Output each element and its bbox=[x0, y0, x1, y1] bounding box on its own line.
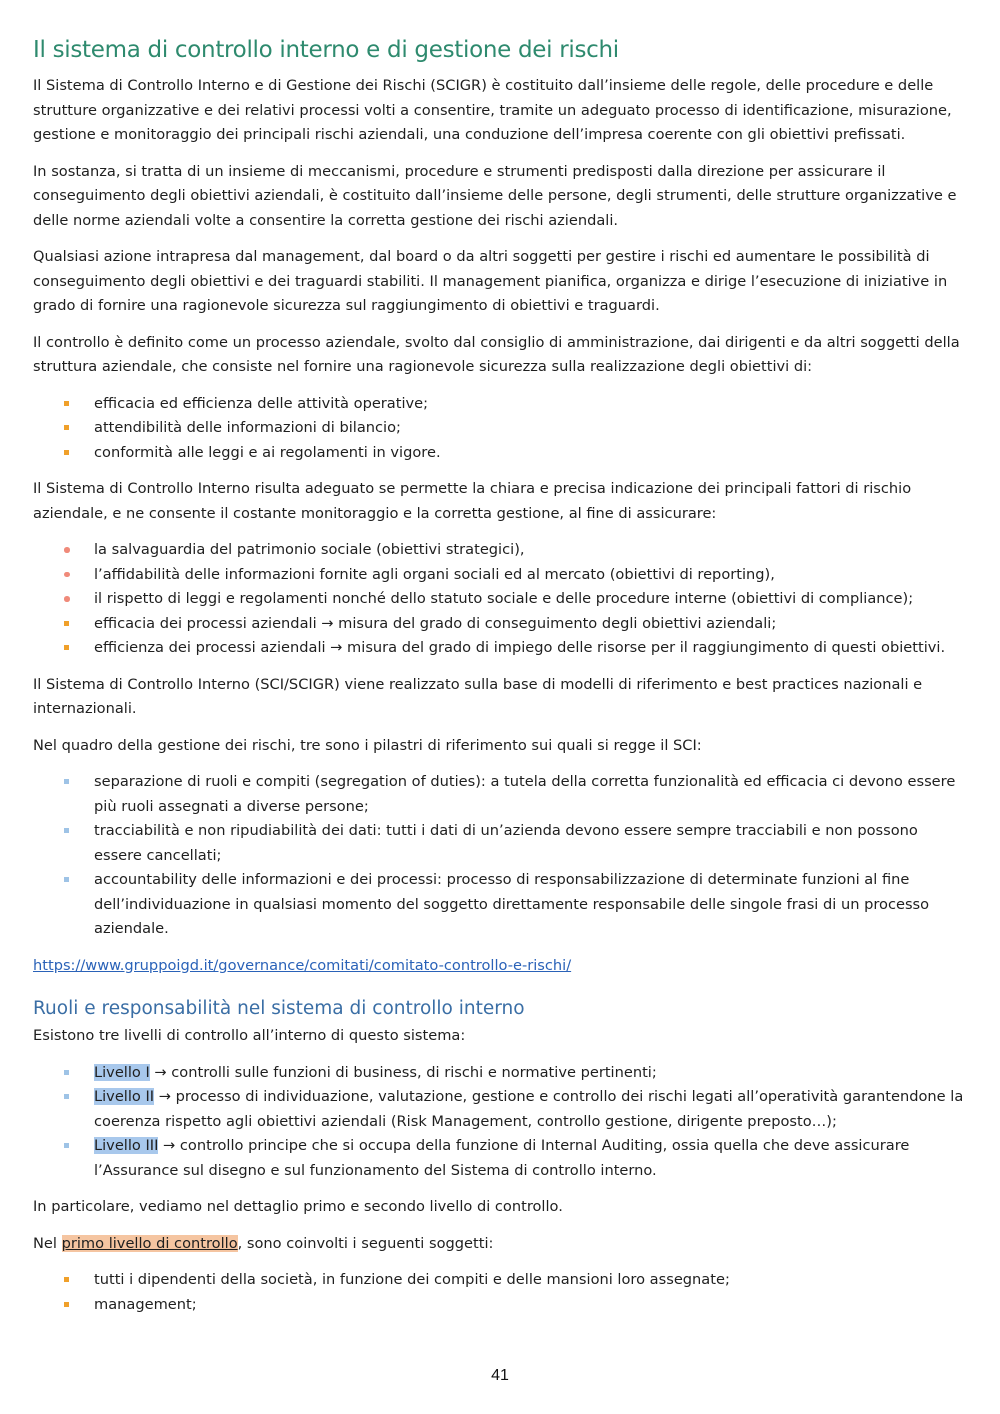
square-bullet-icon bbox=[64, 877, 69, 882]
section-title: Il sistema di controllo interno e di gestione dei rischi bbox=[33, 37, 619, 63]
dot-bullet-icon bbox=[64, 596, 70, 602]
objectives-list bbox=[33, 392, 970, 466]
square-bullet-icon bbox=[64, 1302, 69, 1307]
square-bullet-icon bbox=[64, 1094, 69, 1099]
paragraph-control-definition: Il controllo è definito come un processo aziendale, svolto dal consiglio di amministrazione, dai dirigenti e da altri soggetti della struttura aziendale, che consiste nel fornire una ragionevole sicurezza sulla realizzazione degli obiettivi di: bbox=[33, 333, 960, 375]
paragraph-management-action: Qualsiasi azione intrapresa dal management, dal board o da altri soggetti per gestire i rischi ed aumentare le possibilità di conseguimento degli obiettivi e dei traguardi stabiliti. Il management pianifica, organizza e dirige l’esecuzione di iniziative in grado di fornire una ragionevole sicurezza sul raggiungimento di obiettivi e traguardi. bbox=[33, 248, 948, 314]
list-item: la salvaguardia del patrimonio sociale (obiettivi strategici), bbox=[33, 538, 970, 563]
pillars-list bbox=[33, 770, 970, 942]
paragraph-pillars-intro: Nel quadro della gestione dei rischi, tre sono i pilastri di riferimento sui quali si regge il SCI: bbox=[33, 736, 702, 754]
highlighted-term: primo livello di controllo bbox=[61, 1234, 238, 1252]
paragraph-sci-models: Il Sistema di Controllo Interno (SCI/SCIGR) viene realizzato sulla base di modelli di riferimento e best practices nazionali e internazionali. bbox=[33, 675, 923, 717]
page-number: 41 bbox=[491, 1367, 509, 1384]
list-item: conformità alle leggi e ai regolamenti in vigore. bbox=[33, 441, 970, 466]
square-bullet-icon bbox=[64, 828, 69, 833]
list-item: l’affidabilità delle informazioni fornite agli organi sociali ed al mercato (obiettivi di reporting), bbox=[33, 563, 970, 588]
square-bullet-icon bbox=[64, 425, 69, 430]
list-item: attendibilità delle informazioni di bilancio; bbox=[33, 416, 970, 441]
list-item: Livello III → controllo principe che si occupa della funzione di Internal Auditing, ossia quella che deve assicurare l’Assurance sul disegno e sul funzionamento del Sistema di controllo interno. bbox=[33, 1134, 970, 1183]
square-bullet-icon bbox=[64, 779, 69, 784]
document-page bbox=[33, 34, 970, 1329]
list-item: tracciabilità e non ripudiabilità dei dati: tutti i dati di un’azienda devono essere sempre tracciabili e non possono essere cancellati; bbox=[33, 819, 970, 868]
levels-list bbox=[33, 1061, 970, 1184]
list-item: Livello II → processo di individuazione, valutazione, gestione e controllo dei rischi legati all’operatività garantendone la coerenza rispetto agli obiettivi aziendali (Risk Management, controllo gestione, dirigente preposto…); bbox=[33, 1085, 970, 1134]
square-bullet-icon bbox=[64, 621, 69, 626]
first-level-subjects-list bbox=[33, 1268, 970, 1317]
dot-bullet-icon bbox=[64, 547, 70, 553]
list-item: management; bbox=[33, 1293, 970, 1318]
paragraph-sci-adequacy: Il Sistema di Controllo Interno risulta adeguato se permette la chiara e precisa indicazione dei principali fattori di rischio aziendale, e ne consente il costante monitoraggio e la corretta gestione, al fine di assicurare: bbox=[33, 480, 912, 522]
paragraph-levels-intro: Esistono tre livelli di controllo all’interno di questo sistema: bbox=[33, 1027, 466, 1044]
level-label: Livello I bbox=[94, 1063, 150, 1081]
square-bullet-icon bbox=[64, 450, 69, 455]
list-item: efficacia dei processi aziendali → misura del grado di conseguimento degli obiettivi aziendali; bbox=[33, 612, 970, 637]
paragraph-substance: In sostanza, si tratta di un insieme di meccanismi, procedure e strumenti predisposti dalla direzione per assicurare il conseguimento degli obiettivi aziendali, è costituito dall’insieme delle persone, degli strumenti, delle strutture organizzative e delle norme aziendali volte a consentire la corretta gestione dei rischi aziendali. bbox=[33, 162, 957, 229]
list-item: il rispetto di leggi e regolamenti nonché dello statuto sociale e delle procedure interne (obiettivi di compliance); bbox=[33, 587, 970, 612]
level-label: Livello III bbox=[94, 1137, 159, 1154]
square-bullet-icon bbox=[64, 401, 69, 406]
dot-bullet-icon bbox=[64, 572, 70, 578]
square-bullet-icon bbox=[64, 645, 69, 650]
square-bullet-icon bbox=[64, 1070, 69, 1075]
list-item: accountability delle informazioni e dei processi: processo di responsabilizzazione di determinate funzioni al fine dell’individuazione in qualsiasi momento del soggetto direttamente responsabile delle singole frasi di un processo aziendale. bbox=[33, 868, 970, 942]
level-label: Livello II bbox=[94, 1088, 155, 1105]
assurance-list bbox=[33, 538, 970, 661]
list-item: efficienza dei processi aziendali → misura del grado di impiego delle risorse per il raggiungimento di questi obiettivi. bbox=[33, 636, 970, 661]
governance-link[interactable]: https://www.gruppoigd.it/governance/comitati/comitato-controllo-e-rischi/ bbox=[33, 956, 572, 974]
list-item: separazione di ruoli e compiti (segregation of duties): a tutela della corretta funzionalità ed efficacia ci devono essere più ruoli assegnati a diverse persone; bbox=[33, 770, 970, 819]
list-item: efficacia ed efficienza delle attività operative; bbox=[33, 392, 970, 417]
list-item: tutti i dipendenti della società, in funzione dei compiti e delle mansioni loro assegnate; bbox=[33, 1268, 970, 1293]
subsection-title: Ruoli e responsabilità nel sistema di controllo interno bbox=[33, 998, 525, 1019]
paragraph-first-level: Nel primo livello di controllo, sono coinvolti i seguenti soggetti: bbox=[33, 1234, 494, 1252]
link-paragraph bbox=[33, 954, 970, 979]
list-item: Livello I → controlli sulle funzioni di business, di rischi e normative pertinenti; bbox=[33, 1061, 970, 1086]
paragraph-detail: In particolare, vediamo nel dettaglio primo e secondo livello di controllo. bbox=[33, 1198, 563, 1215]
square-bullet-icon bbox=[64, 1277, 69, 1282]
square-bullet-icon bbox=[64, 1143, 69, 1148]
paragraph-scigr-definition: Il Sistema di Controllo Interno e di Gestione dei Rischi (SCIGR) è costituito dall’insieme delle regole, delle procedure e delle strutture organizzative e dei relativi processi volti a consentire, tramite un adeguato processo di identificazione, misurazione, gestione e monitoraggio dei principali rischi aziendali, una conduzione dell’impresa coerente con gli obiettivi prefissati. bbox=[33, 77, 952, 143]
